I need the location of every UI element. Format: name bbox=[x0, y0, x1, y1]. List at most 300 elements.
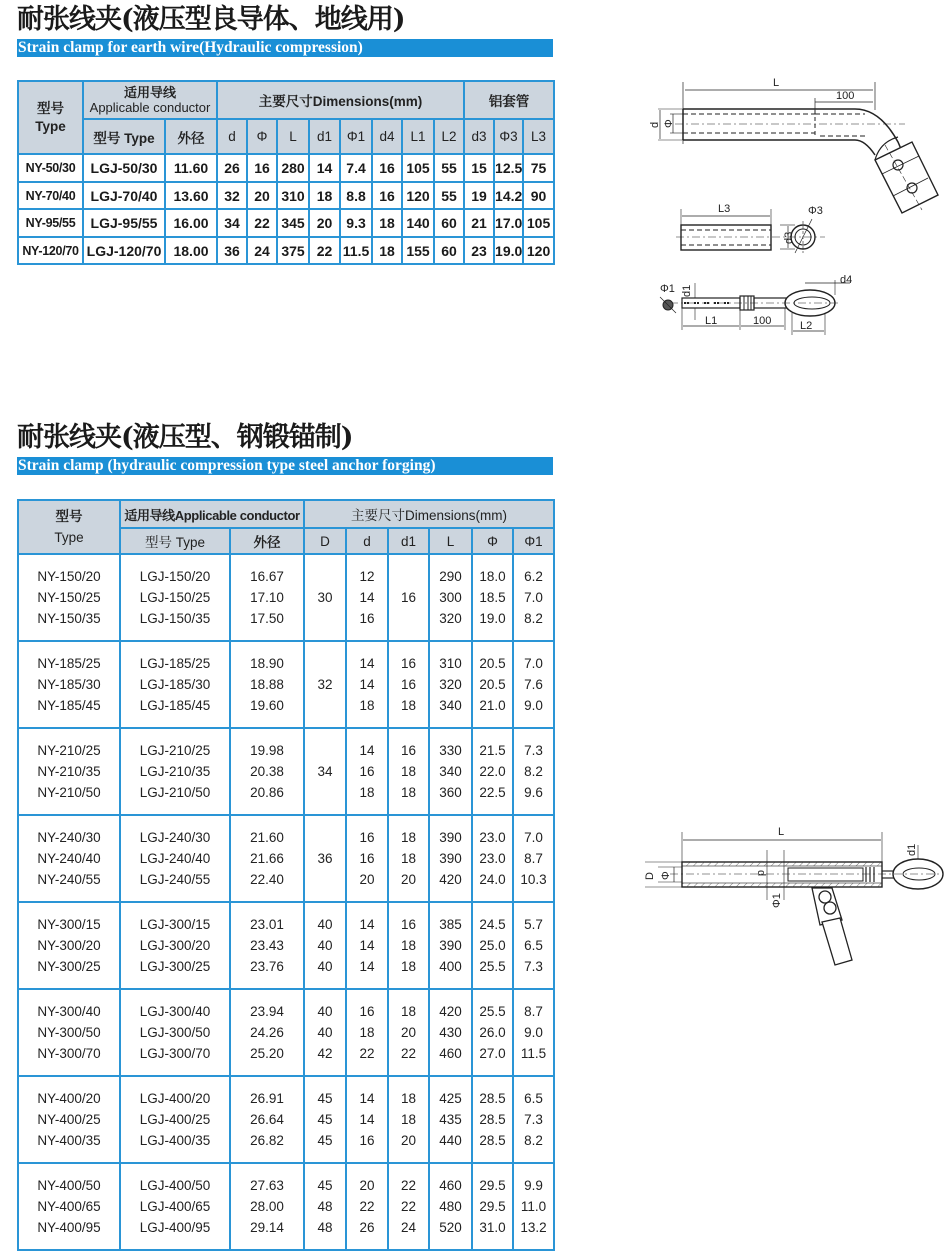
cell-value: 420 bbox=[439, 872, 462, 887]
cell-value: 21.0 bbox=[479, 698, 506, 713]
cell-value: 460 bbox=[439, 1046, 462, 1061]
cell-value: LGJ-300/40 bbox=[139, 1004, 211, 1019]
cell-value: 14 bbox=[359, 1112, 375, 1127]
cell-value: 29.5 bbox=[479, 1178, 506, 1193]
table-cell: 23 bbox=[464, 237, 494, 264]
cell-value: 6.5 bbox=[524, 1091, 543, 1106]
cell-value: 27.0 bbox=[479, 1046, 506, 1061]
col-header: L bbox=[429, 528, 472, 554]
cell-value: LGJ-210/25 bbox=[139, 743, 211, 758]
section1-title-en: Strain clamp for earth wire(Hydraulic compression) bbox=[17, 39, 553, 57]
cell-value: 8.7 bbox=[524, 1004, 543, 1019]
table-cell: 120 bbox=[523, 237, 554, 264]
cell-value: LGJ-150/35 bbox=[139, 611, 211, 626]
cell-value: 26.91 bbox=[250, 1091, 284, 1106]
cell-value: LGJ-300/15 bbox=[139, 917, 211, 932]
cell-value: 22.40 bbox=[250, 872, 284, 887]
cell-value: LGJ-400/50 bbox=[139, 1178, 211, 1193]
table-cell-cond bbox=[120, 815, 230, 902]
table-cell: 12.5 bbox=[494, 154, 523, 182]
cell-value: 29.14 bbox=[250, 1220, 284, 1235]
table-cell: 19.0 bbox=[494, 237, 523, 264]
table-cell: 60 bbox=[434, 209, 464, 237]
table-cell-l bbox=[429, 554, 472, 641]
cell-value: 340 bbox=[439, 698, 462, 713]
table-cell-phi bbox=[472, 902, 513, 989]
header-dimensions: 主要尺寸Dimensions(mm) bbox=[217, 81, 464, 119]
cell-value: NY-210/35 bbox=[37, 764, 101, 779]
table-cell-od bbox=[230, 1163, 304, 1250]
cell-value: 16.67 bbox=[250, 569, 284, 584]
cell-value: 18.88 bbox=[250, 677, 284, 692]
table-cell-od bbox=[230, 902, 304, 989]
table-cell: 32 bbox=[217, 182, 247, 209]
header-type bbox=[18, 500, 120, 554]
cell-value: LGJ-185/45 bbox=[139, 698, 211, 713]
table-cell: 280 bbox=[277, 154, 309, 182]
header-conductor-cn: 适用导线 bbox=[124, 85, 177, 100]
cell-value: 7.0 bbox=[524, 830, 543, 845]
table-cell: 140 bbox=[402, 209, 434, 237]
cell-value: 20.5 bbox=[479, 656, 506, 671]
cell-value: 20 bbox=[359, 872, 375, 887]
cell-value: 18 bbox=[359, 1025, 375, 1040]
cell-value: LGJ-185/25 bbox=[139, 656, 211, 671]
table-row-group bbox=[18, 902, 554, 989]
table-cell: 11.5 bbox=[340, 237, 372, 264]
table-cell-phi1 bbox=[513, 902, 554, 989]
cell-value: 19.60 bbox=[250, 698, 284, 713]
cell-value: 12 bbox=[359, 569, 375, 584]
table-cell: 7.4 bbox=[340, 154, 372, 182]
cell-value: 45 bbox=[317, 1091, 333, 1106]
table-cell-l bbox=[429, 989, 472, 1076]
table-cell: 14.2 bbox=[494, 182, 523, 209]
cell-value: NY-150/35 bbox=[37, 611, 101, 626]
table-cell-d1 bbox=[388, 1076, 429, 1163]
table-cell: 18.00 bbox=[165, 237, 217, 264]
table-cell: 75 bbox=[523, 154, 554, 182]
cell-value: 26.64 bbox=[250, 1112, 284, 1127]
section2-spec-table bbox=[17, 499, 555, 1251]
cell-value: 18.0 bbox=[479, 569, 506, 584]
label-100-b: 100 bbox=[753, 315, 772, 327]
cell-value: 24.0 bbox=[479, 872, 506, 887]
cell-value: 25.20 bbox=[250, 1046, 284, 1061]
cell-value: 45 bbox=[317, 1178, 333, 1193]
label-phi1: Φ1 bbox=[660, 283, 675, 295]
cell-value: 19.98 bbox=[250, 743, 284, 758]
section2-clamp-drawing bbox=[644, 810, 950, 980]
table-cell: NY-50/30 bbox=[18, 154, 83, 182]
cell-value: 480 bbox=[439, 1199, 462, 1214]
cell-value: 16 bbox=[359, 851, 375, 866]
cell-value: 27.63 bbox=[250, 1178, 284, 1193]
cell-value: LGJ-400/95 bbox=[139, 1220, 211, 1235]
label-d1: d1 bbox=[906, 843, 918, 856]
table-cell-l bbox=[429, 1076, 472, 1163]
table-cell-d bbox=[304, 641, 346, 728]
table-cell-d1 bbox=[388, 728, 429, 815]
col-header: d3 bbox=[464, 119, 494, 154]
table-cell-d1 bbox=[388, 641, 429, 728]
cell-value: 25.0 bbox=[479, 938, 506, 953]
table-cell-d1 bbox=[388, 902, 429, 989]
header-type bbox=[18, 81, 83, 154]
cell-value: 45 bbox=[317, 1112, 333, 1127]
cell-value: 18 bbox=[400, 785, 417, 800]
table-cell-d bbox=[304, 815, 346, 902]
table-cell-phi1 bbox=[513, 1163, 554, 1250]
table-cell-phi bbox=[472, 1076, 513, 1163]
cell-value: NY-300/40 bbox=[37, 1004, 101, 1019]
table-cell-type bbox=[18, 641, 120, 728]
label-100: 100 bbox=[836, 90, 855, 102]
cell-value: 20 bbox=[400, 1025, 417, 1040]
table-cell-phi1 bbox=[513, 989, 554, 1076]
cell-value: 17.50 bbox=[250, 611, 284, 626]
cell-value: 40 bbox=[317, 1025, 333, 1040]
table-cell-od bbox=[230, 641, 304, 728]
cell-value: 16 bbox=[400, 677, 417, 692]
table-cell-d bbox=[346, 1163, 388, 1250]
table-cell-phi bbox=[472, 554, 513, 641]
col-header: 型号 Type bbox=[120, 528, 230, 554]
cell-value: 9.0 bbox=[524, 1025, 543, 1040]
cell-value: 23.94 bbox=[250, 1004, 284, 1019]
cell-value: 10.3 bbox=[520, 872, 547, 887]
table-cell: 375 bbox=[277, 237, 309, 264]
cell-value: 11.0 bbox=[520, 1199, 547, 1214]
col-header: d bbox=[346, 528, 388, 554]
cell-value: 22 bbox=[359, 1199, 375, 1214]
cell-value: 26.82 bbox=[250, 1133, 284, 1148]
table-cell-d bbox=[346, 815, 388, 902]
col-header: Φ1 bbox=[340, 119, 372, 154]
cell-value: 20 bbox=[400, 1133, 417, 1148]
cell-value: LGJ-150/20 bbox=[139, 569, 211, 584]
cell-value: NY-150/20 bbox=[37, 569, 101, 584]
section2-title-en: Strain clamp (hydraulic compression type steel anchor forging) bbox=[17, 457, 553, 475]
table-cell-phi1 bbox=[513, 1076, 554, 1163]
cell-value: NY-240/40 bbox=[37, 851, 101, 866]
table-cell-l bbox=[429, 728, 472, 815]
cell-value: 22 bbox=[359, 1046, 375, 1061]
table-cell: 105 bbox=[402, 154, 434, 182]
section1-spec-table bbox=[17, 80, 555, 265]
cell-value: 18 bbox=[400, 938, 417, 953]
table-cell: 155 bbox=[402, 237, 434, 264]
cell-value: 9.0 bbox=[524, 698, 543, 713]
table-cell-d bbox=[346, 902, 388, 989]
col-header: d1 bbox=[388, 528, 429, 554]
cell-value: 21.5 bbox=[479, 743, 506, 758]
table-cell-phi1 bbox=[513, 728, 554, 815]
cell-value: 20.5 bbox=[479, 677, 506, 692]
table-cell: 11.60 bbox=[165, 154, 217, 182]
cell-value: 25.5 bbox=[479, 1004, 506, 1019]
cell-value: 40 bbox=[317, 938, 333, 953]
table-row-group bbox=[18, 554, 554, 641]
table-cell-d bbox=[346, 1076, 388, 1163]
table-cell: 16.00 bbox=[165, 209, 217, 237]
table-cell: 55 bbox=[434, 154, 464, 182]
cell-value: 390 bbox=[439, 830, 462, 845]
cell-value: 16 bbox=[359, 1133, 375, 1148]
cell-value: 14 bbox=[359, 1091, 375, 1106]
col-header: d1 bbox=[309, 119, 340, 154]
cell-value: LGJ-240/40 bbox=[139, 851, 211, 866]
cell-value: 440 bbox=[439, 1133, 462, 1148]
cell-value: 9.6 bbox=[524, 785, 543, 800]
cell-value: 7.0 bbox=[524, 656, 543, 671]
cell-value: 32 bbox=[317, 677, 333, 692]
table-cell: 24 bbox=[247, 237, 277, 264]
cell-value: 29.5 bbox=[479, 1199, 506, 1214]
table-cell-cond bbox=[120, 902, 230, 989]
cell-value: 16 bbox=[359, 830, 375, 845]
table-cell-od bbox=[230, 989, 304, 1076]
cell-value: 28.5 bbox=[479, 1112, 506, 1127]
cell-value: 14 bbox=[359, 959, 375, 974]
label-phi: Φ bbox=[663, 119, 675, 128]
cell-value: 40 bbox=[317, 917, 333, 932]
cell-value: NY-300/50 bbox=[37, 1025, 101, 1040]
col-header: Φ bbox=[472, 528, 513, 554]
table-cell-type bbox=[18, 989, 120, 1076]
table-cell-cond bbox=[120, 1076, 230, 1163]
table-cell-phi1 bbox=[513, 815, 554, 902]
col-header: L3 bbox=[523, 119, 554, 154]
table-cell: 21 bbox=[464, 209, 494, 237]
cell-value: NY-185/25 bbox=[37, 656, 101, 671]
cell-value: 18 bbox=[400, 698, 417, 713]
table-cell-type bbox=[18, 815, 120, 902]
cell-value: 425 bbox=[439, 1091, 462, 1106]
cell-value: 20.38 bbox=[250, 764, 284, 779]
table-cell: 26 bbox=[217, 154, 247, 182]
section1-sleeve-anchor-drawing bbox=[640, 195, 870, 345]
cell-value: 9.9 bbox=[524, 1178, 543, 1193]
cell-value: 13.2 bbox=[520, 1220, 547, 1235]
table-cell-l bbox=[429, 641, 472, 728]
cell-value: 28.5 bbox=[479, 1091, 506, 1106]
cell-value: 6.2 bbox=[524, 569, 543, 584]
cell-value: 8.7 bbox=[524, 851, 543, 866]
table-cell: 18 bbox=[372, 237, 402, 264]
col-header: D bbox=[304, 528, 346, 554]
col-header: d bbox=[217, 119, 247, 154]
cell-value: LGJ-240/55 bbox=[139, 872, 211, 887]
table-cell-d1 bbox=[388, 815, 429, 902]
col-header: L2 bbox=[434, 119, 464, 154]
cell-value: 18.90 bbox=[250, 656, 284, 671]
cell-value: 7.0 bbox=[524, 590, 543, 605]
table-cell: 13.60 bbox=[165, 182, 217, 209]
cell-value: 14 bbox=[359, 938, 375, 953]
table-cell: 9.3 bbox=[340, 209, 372, 237]
cell-value: 42 bbox=[317, 1046, 333, 1061]
table-cell: 18 bbox=[309, 182, 340, 209]
header-conductor bbox=[83, 81, 217, 119]
cell-value: 18 bbox=[400, 1004, 417, 1019]
table-cell-phi bbox=[472, 728, 513, 815]
cell-value: NY-400/25 bbox=[37, 1112, 101, 1127]
cell-value: LGJ-300/20 bbox=[139, 938, 211, 953]
cell-value: 14 bbox=[359, 743, 375, 758]
label-phi1: Φ1 bbox=[771, 893, 783, 908]
cell-value: LGJ-400/20 bbox=[139, 1091, 211, 1106]
cell-value: 22 bbox=[400, 1046, 417, 1061]
table-cell: LGJ-95/55 bbox=[83, 209, 165, 237]
col-header: 外径 bbox=[165, 119, 217, 154]
cell-value: 30 bbox=[317, 590, 333, 605]
label-d1: d1 bbox=[681, 284, 693, 297]
cell-value: NY-400/35 bbox=[37, 1133, 101, 1148]
table-cell: 120 bbox=[402, 182, 434, 209]
cell-value: 8.2 bbox=[524, 1133, 543, 1148]
cell-value: 14 bbox=[359, 917, 375, 932]
table-cell: 16 bbox=[247, 154, 277, 182]
cell-value: 20.86 bbox=[250, 785, 284, 800]
table-row-group bbox=[18, 728, 554, 815]
cell-value: 330 bbox=[439, 743, 462, 758]
table-cell: 15 bbox=[464, 154, 494, 182]
label-phi3: Φ3 bbox=[808, 205, 823, 217]
label-L: L bbox=[773, 77, 780, 89]
table-cell-phi1 bbox=[513, 641, 554, 728]
cell-value: 435 bbox=[439, 1112, 462, 1127]
table-cell-phi bbox=[472, 815, 513, 902]
table-cell: LGJ-50/30 bbox=[83, 154, 165, 182]
cell-value: 45 bbox=[317, 1133, 333, 1148]
cell-value: 48 bbox=[317, 1199, 333, 1214]
cell-value: 14 bbox=[359, 590, 375, 605]
cell-value: NY-300/25 bbox=[37, 959, 101, 974]
header-type-en: Type bbox=[35, 119, 66, 134]
cell-value: LGJ-240/30 bbox=[139, 830, 211, 845]
table-cell: 17.0 bbox=[494, 209, 523, 237]
cell-value: 18 bbox=[359, 785, 375, 800]
table-cell-phi bbox=[472, 641, 513, 728]
table-cell: 16 bbox=[372, 154, 402, 182]
label-d: d bbox=[755, 870, 767, 877]
label-d: d bbox=[649, 121, 661, 128]
cell-value: 24 bbox=[400, 1220, 417, 1235]
cell-value: 290 bbox=[439, 569, 462, 584]
table-cell-l bbox=[429, 902, 472, 989]
cell-value: 385 bbox=[439, 917, 462, 932]
cell-value: 360 bbox=[439, 785, 462, 800]
cell-value: 20 bbox=[359, 1178, 375, 1193]
table-cell-od bbox=[230, 728, 304, 815]
table-row-group bbox=[18, 1163, 554, 1250]
label-phi: Φ bbox=[660, 871, 672, 880]
cell-value: 16 bbox=[359, 764, 375, 779]
cell-value: 36 bbox=[317, 851, 333, 866]
cell-value: 21.66 bbox=[250, 851, 284, 866]
table-cell: NY-95/55 bbox=[18, 209, 83, 237]
label-L1: L1 bbox=[705, 315, 718, 327]
cell-value: NY-150/25 bbox=[37, 590, 101, 605]
table-cell: 345 bbox=[277, 209, 309, 237]
cell-value: 21.60 bbox=[250, 830, 284, 845]
table-cell-d bbox=[346, 728, 388, 815]
cell-value: 11.5 bbox=[520, 1046, 547, 1061]
cell-value: 40 bbox=[317, 959, 333, 974]
header-type-cn: 型号 bbox=[37, 101, 64, 116]
cell-value: 23.43 bbox=[250, 938, 284, 953]
header-dimensions: 主要尺寸Dimensions(mm) bbox=[304, 500, 554, 528]
table-cell-od bbox=[230, 815, 304, 902]
table-row-group bbox=[18, 989, 554, 1076]
col-header: Φ3 bbox=[494, 119, 523, 154]
table-row-group bbox=[18, 641, 554, 728]
cell-value: 23.0 bbox=[479, 830, 506, 845]
cell-value: 320 bbox=[439, 677, 462, 692]
cell-value: 520 bbox=[439, 1220, 462, 1235]
cell-value: 5.7 bbox=[524, 917, 543, 932]
cell-value: LGJ-300/25 bbox=[139, 959, 211, 974]
table-cell: 8.8 bbox=[340, 182, 372, 209]
label-L: L bbox=[778, 826, 785, 838]
table-cell-d bbox=[346, 641, 388, 728]
cell-value: LGJ-400/35 bbox=[139, 1133, 211, 1148]
cell-value: 430 bbox=[439, 1025, 462, 1040]
table-cell: LGJ-70/40 bbox=[83, 182, 165, 209]
col-header: L1 bbox=[402, 119, 434, 154]
table-row bbox=[18, 154, 554, 182]
cell-value: NY-240/55 bbox=[37, 872, 101, 887]
cell-value: 23.01 bbox=[250, 917, 284, 932]
section1-title-cn: 耐张线夹(液压型良导体、地线用) bbox=[17, 4, 405, 35]
cell-value: 26.0 bbox=[479, 1025, 506, 1040]
cell-value: 6.5 bbox=[524, 938, 543, 953]
cell-value: 22.5 bbox=[479, 785, 506, 800]
cell-value: 14 bbox=[359, 656, 375, 671]
table-cell-l bbox=[429, 1163, 472, 1250]
cell-value: NY-300/20 bbox=[37, 938, 101, 953]
table-row bbox=[18, 237, 554, 264]
table-cell-phi bbox=[472, 1163, 513, 1250]
cell-value: 390 bbox=[439, 938, 462, 953]
table-cell-phi1 bbox=[513, 554, 554, 641]
table-cell-cond bbox=[120, 641, 230, 728]
table-cell: 22 bbox=[309, 237, 340, 264]
cell-value: NY-210/25 bbox=[37, 743, 101, 758]
cell-value: 18.5 bbox=[479, 590, 506, 605]
table-cell-d bbox=[304, 1163, 346, 1250]
cell-value: 400 bbox=[439, 959, 462, 974]
table-cell-d bbox=[304, 554, 346, 641]
table-cell-od bbox=[230, 1076, 304, 1163]
table-row bbox=[18, 209, 554, 237]
cell-value: 18 bbox=[400, 830, 417, 845]
table-row bbox=[18, 182, 554, 209]
cell-value: 18 bbox=[400, 959, 417, 974]
cell-value: 18 bbox=[359, 698, 375, 713]
cell-value: 24.26 bbox=[250, 1025, 284, 1040]
cell-value: 22 bbox=[400, 1178, 417, 1193]
header-columns-row bbox=[18, 119, 554, 154]
table-cell-cond bbox=[120, 989, 230, 1076]
section2-title-cn: 耐张线夹(液压型、钢锻锚制) bbox=[17, 422, 353, 453]
col-header: L bbox=[277, 119, 309, 154]
cell-value: 16 bbox=[400, 590, 417, 605]
table-row-group bbox=[18, 815, 554, 902]
cell-value: 18 bbox=[400, 1091, 417, 1106]
cell-value: 420 bbox=[439, 1004, 462, 1019]
